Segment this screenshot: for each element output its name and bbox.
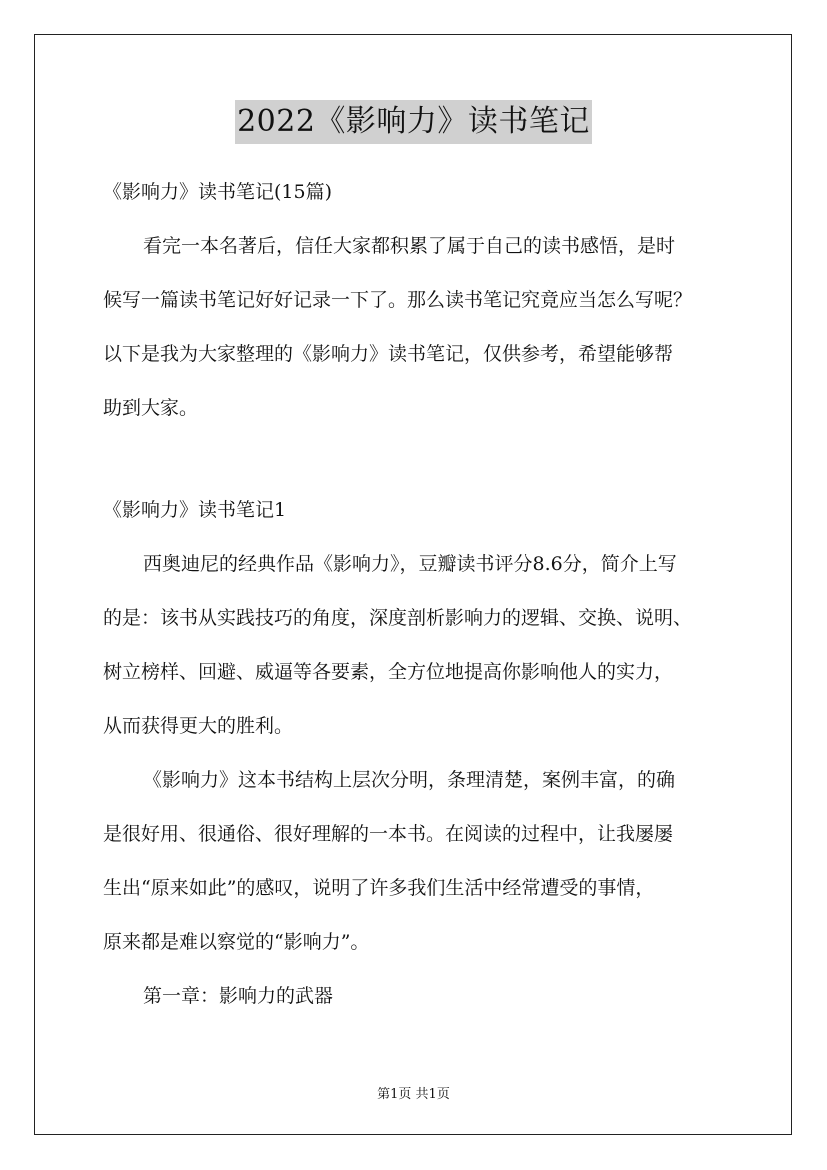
paragraph-line: 树立榜样、回避、威逼等各要素，全方位地提高你影响他人的实力， (103, 661, 674, 683)
page-footer: 第1页 共1页 (377, 1087, 450, 1102)
paragraph-line: 原来都是难以察觉的“影响力”。 (103, 931, 370, 953)
paragraph-line: 的是：该书从实践技巧的角度，深度剖析影响力的逻辑、交换、说明、 (103, 607, 693, 629)
intro-line: 以下是我为大家整理的《影响力》读书笔记，仅供参考，希望能够帮 (103, 343, 674, 365)
subtitle: 《影响力》读书笔记(15篇) (103, 181, 333, 203)
section-heading: 《影响力》读书笔记1 (103, 499, 287, 521)
paragraph-line: 从而获得更大的胜利。 (103, 715, 294, 737)
title-container (0, 100, 827, 144)
paragraph-line: 是很好用、很通俗、很好理解的一本书。在阅读的过程中，让我屡屡 (103, 823, 674, 845)
paragraph-line: 《影响力》这本书结构上层次分明，条理清楚，案例丰富，的确 (143, 769, 676, 791)
paragraph-line: 生出“原来如此”的感叹，说明了许多我们生活中经常遭受的事情， (103, 877, 655, 899)
chapter-heading: 第一章：影响力的武器 (143, 985, 334, 1007)
intro-line: 候写一篇读书笔记好好记录一下了。那么读书笔记究竟应当怎么写呢？ (103, 289, 693, 311)
paragraph-line: 西奥迪尼的经典作品《影响力》，豆瓣读书评分8.6分，简介上写 (143, 553, 677, 575)
intro-line: 看完一本名著后，信任大家都积累了属于自己的读书感悟，是时 (143, 235, 676, 257)
document-title: 2022《影响力》读书笔记 (235, 100, 592, 144)
intro-line: 助到大家。 (103, 397, 199, 419)
document-body (103, 172, 743, 1030)
